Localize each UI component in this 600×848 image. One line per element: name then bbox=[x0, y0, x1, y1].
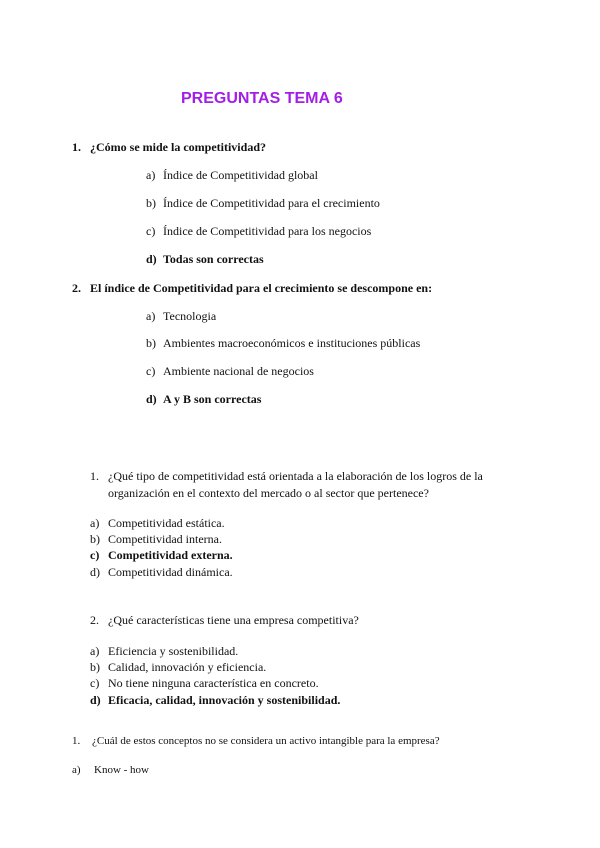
option-text: Todas son correctas bbox=[163, 252, 264, 266]
option-a bbox=[146, 168, 318, 183]
option-d-correct bbox=[146, 252, 264, 267]
option-a bbox=[90, 644, 238, 659]
option-c bbox=[90, 676, 319, 691]
question-text-line-2: organización en el contexto del mercado o al sector que pertenece? bbox=[108, 486, 429, 500]
option-text: Know - how bbox=[94, 764, 149, 776]
option-text: Ambientes macroeconómicos e instituciones públicas bbox=[163, 336, 421, 350]
option-text: Competitividad dinámica. bbox=[108, 565, 233, 579]
option-label: d) bbox=[90, 565, 100, 579]
option-label: a) bbox=[146, 168, 156, 182]
question-1 bbox=[72, 735, 440, 747]
page-title: PREGUNTAS TEMA 6 bbox=[181, 90, 343, 107]
option-c bbox=[146, 364, 314, 379]
option-text: A y B son correctas bbox=[163, 392, 262, 406]
option-b bbox=[146, 196, 380, 211]
option-label: c) bbox=[146, 224, 156, 238]
option-text: Eficacia, calidad, innovación y sostenibilidad. bbox=[108, 693, 341, 707]
option-label: a) bbox=[90, 516, 100, 530]
option-b bbox=[90, 660, 266, 675]
option-a bbox=[90, 516, 225, 531]
option-label: d) bbox=[146, 392, 157, 406]
question-number: 1. bbox=[72, 735, 81, 747]
option-text: No tiene ninguna característica en concreto. bbox=[108, 676, 319, 690]
question-number: 1. bbox=[72, 140, 81, 154]
question-2 bbox=[90, 613, 359, 628]
option-b bbox=[146, 336, 420, 351]
option-label: c) bbox=[90, 676, 100, 690]
option-label: b) bbox=[146, 196, 156, 210]
option-text: Ambiente nacional de negocios bbox=[163, 364, 314, 378]
option-text: Competitividad externa. bbox=[108, 548, 233, 562]
question-number: 1. bbox=[90, 469, 99, 483]
option-text: Índice de Competitividad global bbox=[163, 168, 318, 182]
option-d-correct bbox=[146, 392, 261, 407]
option-text: Tecnologia bbox=[163, 309, 217, 323]
option-label: b) bbox=[90, 660, 100, 674]
option-text: Calidad, innovación y eficiencia. bbox=[108, 660, 267, 674]
option-a bbox=[146, 309, 216, 324]
option-text: Índice de Competitividad para el crecimiento bbox=[163, 196, 380, 210]
option-a bbox=[72, 764, 149, 776]
option-label: a) bbox=[146, 309, 156, 323]
question-1 bbox=[90, 469, 483, 484]
option-label: d) bbox=[146, 252, 157, 266]
question-2 bbox=[72, 281, 432, 296]
option-d bbox=[90, 565, 233, 580]
option-text: Eficiencia y sostenibilidad. bbox=[108, 644, 239, 658]
option-label: d) bbox=[90, 693, 101, 707]
option-label: c) bbox=[146, 364, 156, 378]
option-b bbox=[90, 532, 222, 547]
option-c-correct bbox=[90, 548, 233, 563]
question-number: 2. bbox=[72, 281, 81, 295]
question-text: ¿Cómo se mide la competitividad? bbox=[90, 140, 266, 154]
option-label: b) bbox=[90, 532, 100, 546]
option-text: Índice de Competitividad para los negocios bbox=[163, 224, 372, 238]
option-text: Competitividad interna. bbox=[108, 532, 222, 546]
question-number: 2. bbox=[90, 613, 99, 627]
question-text-line-1: ¿Qué tipo de competitividad está orientada a la elaboración de los logros de la bbox=[108, 469, 483, 483]
option-label: a) bbox=[90, 644, 100, 658]
option-text: Competitividad estática. bbox=[108, 516, 225, 530]
option-label: b) bbox=[146, 336, 156, 350]
option-c bbox=[146, 224, 371, 239]
question-1 bbox=[72, 140, 266, 155]
option-label: c) bbox=[90, 548, 100, 562]
option-label: a) bbox=[72, 764, 81, 776]
option-d-correct bbox=[90, 693, 340, 708]
question-text: ¿Cuál de estos conceptos no se considera un activo intangible para la empresa? bbox=[92, 735, 440, 747]
question-text: ¿Qué características tiene una empresa competitiva? bbox=[108, 613, 359, 627]
question-text: El índice de Competitividad para el crecimiento se descompone en: bbox=[90, 281, 433, 295]
